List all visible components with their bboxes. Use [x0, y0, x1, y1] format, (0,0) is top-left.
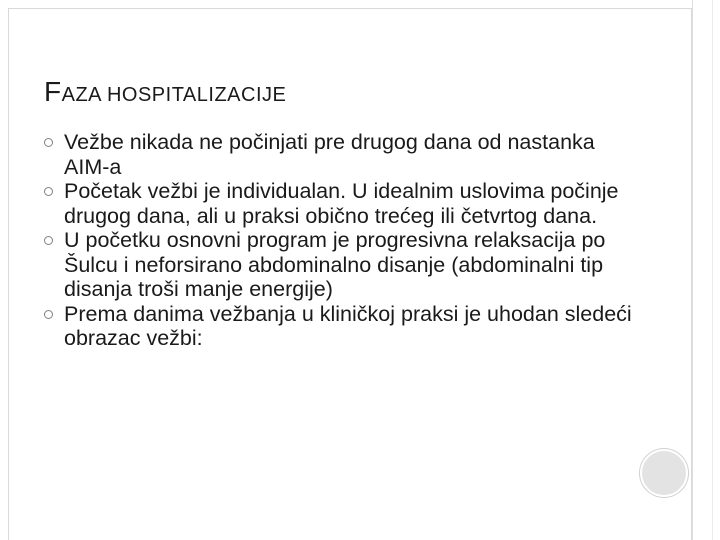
title-first-letter: F	[44, 76, 62, 107]
decorative-circle	[640, 449, 688, 497]
bullet-text: U početku osnovni program je progresivna relaksacija po Šulcu i neforsirano abdominalno disanje (abdominalni tip disanja troši manje energije)	[64, 228, 606, 301]
bullet-item	[44, 302, 644, 351]
bullet-text: Vežbe nikada ne počinjati pre drugog dana od nastanka AIM-a	[64, 130, 595, 179]
bullet-item	[44, 130, 644, 179]
hollow-circle-icon	[44, 236, 53, 245]
decorative-line	[712, 0, 713, 540]
bullet-text: Početak vežbi je individualan. U idealnim uslovima počinje drugog dana, ali u praksi obično trećeg ili četvrtog dana.	[64, 179, 619, 228]
bullet-item	[44, 228, 644, 302]
bullet-text: Prema danima vežbanja u kliničkoj praksi je uhodan sledeći obrazac vežbi:	[64, 301, 632, 350]
hollow-circle-icon	[44, 310, 53, 319]
hollow-circle-icon	[44, 138, 53, 147]
bullet-item	[44, 179, 644, 228]
bullet-list	[44, 130, 644, 351]
decorative-line	[692, 0, 693, 540]
title-rest: AZA HOSPITALIZACIJE	[61, 84, 287, 106]
hollow-circle-icon	[44, 187, 53, 196]
slide-title	[44, 72, 286, 109]
